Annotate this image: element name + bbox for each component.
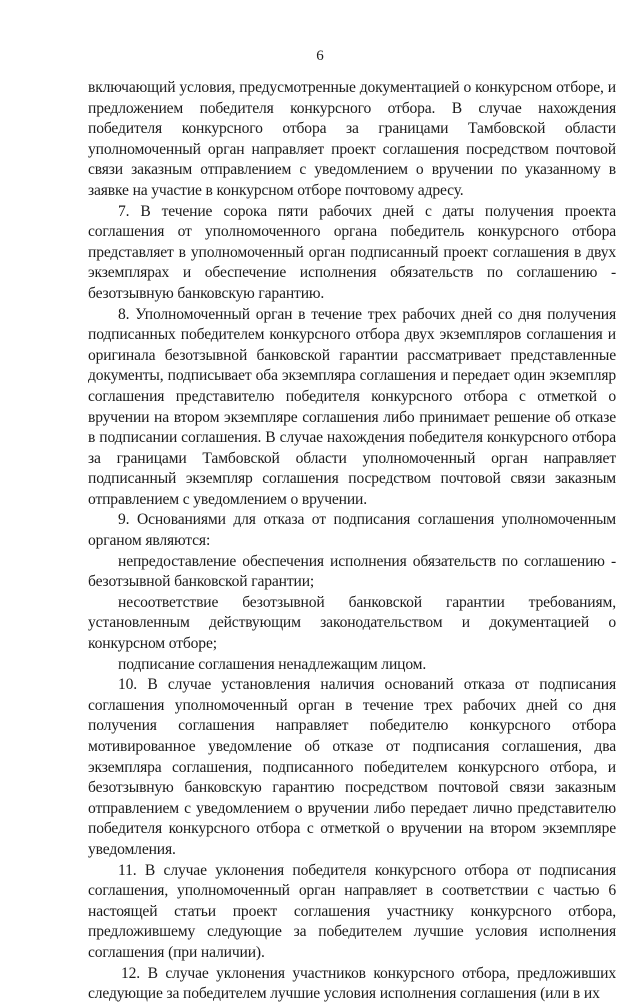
paragraph-9-item-b: несоответствие безотзывной банковской гарантии требованиям, установленным действующим законодательством и документацией о конкурсном отборе; xyxy=(88,593,616,653)
document-body xyxy=(88,78,616,1005)
paragraph-9-item-c: подписание соглашения ненадлежащим лицом. xyxy=(118,655,427,673)
paragraph-9: 9. Основаниями для отказа от подписания соглашения уполномоченным органом являются: xyxy=(88,511,616,550)
paragraph-9-item-a: непредоставление обеспечения исполнения обязательств по соглашению - безотзывной банковской гарантии; xyxy=(88,552,616,591)
paragraph-10: 10. В случае установления наличия оснований отказа от подписания соглашения уполномоченный орган в течение трех рабочих дней со дня получения соглашения направляет победителю конкурсного отбора мотивированное уведомление об отказе от подписания соглашения, два экземпляра соглашения, подписанного победителем конкурсного отбора, и безотзывную банковскую гарантию посредством почтовой связи заказным отправлением с уведомлением о вручении либо передает лично представителю победителя конкурсного отбора с отметкой о вручении на втором экземпляре уведомления. xyxy=(88,676,616,858)
paragraph-11: 11. В случае уклонения победителя конкурсного отбора от подписания соглашения, уполномоченный орган направляет в соответствии с частью 6 настоящей статьи проект соглашения участнику конкурсного отбора, предложившему следующие за победителем лучшие условия исполнения соглашения (при наличии). xyxy=(88,861,616,961)
paragraph-8: 8. Уполномоченный орган в течение трех рабочих дней со дня получения подписанных победителем конкурсного отбора двух экземпляров соглашения и оригинала безотзывной банковской гарантии рассматривает представленные документы, подписывает оба экземпляра соглашения и передает один экземпляр соглашения представителю победителя конкурсного отбора с отметкой о вручении на втором экземпляре соглашения либо принимает решение об отказе в подписании соглашения. В случае нахождения победителя конкурсного отбора за границами Тамбовской области уполномоченный орган направляет подписанный экземпляр соглашения посредством почтовой связи заказным отправлением с уведомлением о вручении. xyxy=(88,305,616,508)
paragraph-continuation: включающий условия, предусмотренные документацией о конкурсном отборе, и предложением победителя конкурсного отбора. В случае нахождения победителя конкурсного отбора за границами Тамбовской области уполномоченный орган направляет проект соглашения посредством почтовой связи заказным отправлением с уведомлением о вручении по указанному в заявке на участие в конкурсном отборе почтовому адресу. xyxy=(88,79,616,199)
paragraph-12: 12. В случае уклонения участников конкурсного отбора, предложивших следующие за победителем лучшие условия исполнения соглашения (или в их xyxy=(88,964,616,1003)
paragraph-7: 7. В течение сорока пяти рабочих дней с даты получения проекта соглашения от уполномоченного органа победитель конкурсного отбора представляет в уполномоченный орган подписанный проект соглашения в двух экземплярах и обеспечение исполнения обязательств по соглашению - безотзывную банковскую гарантию. xyxy=(88,202,616,302)
page-number: 6 xyxy=(316,48,324,64)
